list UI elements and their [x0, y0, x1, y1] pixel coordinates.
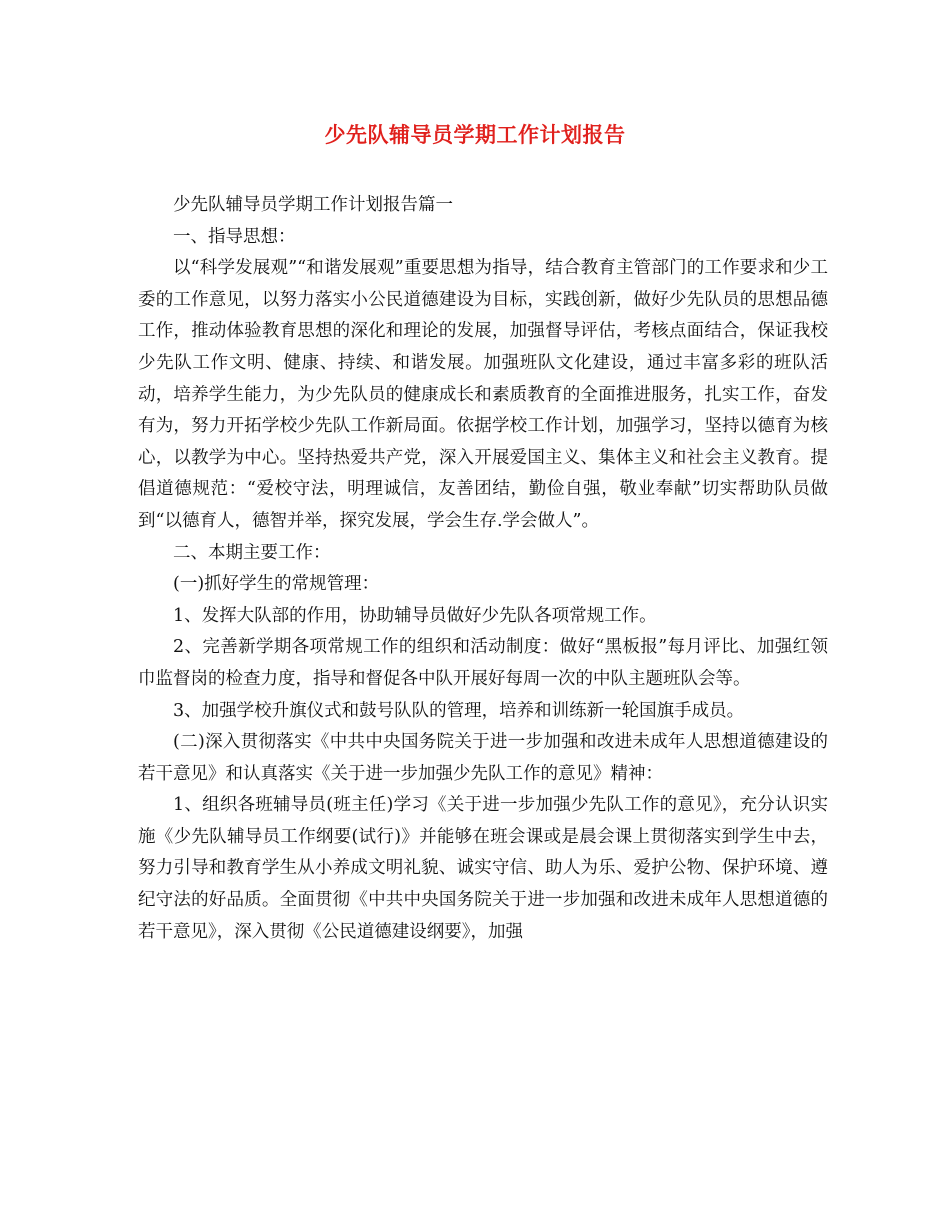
- paragraph-heading: 少先队辅导员学期工作计划报告篇一: [173, 195, 453, 215]
- document-title: 少先队辅导员学期工作计划报告: [324, 122, 626, 147]
- section-heading-guiding-ideology: 一、指导思想：: [173, 226, 296, 247]
- list-item: 3、加强学校升旗仪式和鼓号队队的管理，培养和训练新一轮国旗手成员。: [173, 700, 745, 721]
- document-body: [138, 190, 828, 948]
- subsection-heading-implementation: (二)深入贯彻落实《中共中央国务院关于进一步加强和改进未成年人思想道德建设的若干意见》和认真落实《关于进一步加强少先队工作的意见》精神：: [138, 732, 828, 784]
- list-item: 1、组织各班辅导员(班主任)学习《关于进一步加强少先队工作的意见》，充分认识实施《少先队辅导员工作纲要(试行)》并能够在班会课或是晨会课上贯彻落实到学生中去，努力引导和教育学生从小养成文明礼貌、诚实守信、助人为乐、爱护公物、保护环境、遵纪守法的好品质。全面贯彻《中共中央国务院关于进一步加强和改进未成年人思想道德的若干意见》，深入贯彻《公民道德建设纲要》，加强: [138, 795, 828, 942]
- section-heading-main-work: 二、本期主要工作：: [173, 542, 331, 563]
- list-item: 2、完善新学期各项常规工作的组织和活动制度：做好“黑板报”每月评比、加强红领巾监督岗的检查力度，指导和督促各中队开展好每周一次的中队主题班队会等。: [138, 637, 828, 689]
- list-item: 1、发挥大队部的作用，协助辅导员做好少先队各项常规工作。: [173, 605, 657, 626]
- paragraph-guiding-ideology: 以“科学发展观”“和谐发展观”重要思想为指导，结合教育主管部门的工作要求和少工委的工作意见，以努力落实小公民道德建设为目标，实践创新，做好少先队员的思想品德工作，推动体验教育思想的深化和理论的发展，加强督导评估，考核点面结合，保证我校少先队工作文明、健康、持续、和谐发展。加强班队文化建设，通过丰富多彩的班队活动，培养学生能力，为少先队员的健康成长和素质教育的全面推进服务，扎实工作，奋发有为，努力开拓学校少先队工作新局面。依据学校工作计划，加强学习，坚持以德育为核心，以教学为中心。坚持热爱共产党，深入开展爱国主义、集体主义和社会主义教育。提倡道德规范：“爱校守法，明理诚信，友善团结，勤俭自强，敬业奉献”切实帮助队员做到“以德育人，德智并举，探究发展，学会生存.学会做人”。: [138, 258, 828, 531]
- subsection-heading-routine-management: (一)抓好学生的常规管理：: [173, 574, 380, 595]
